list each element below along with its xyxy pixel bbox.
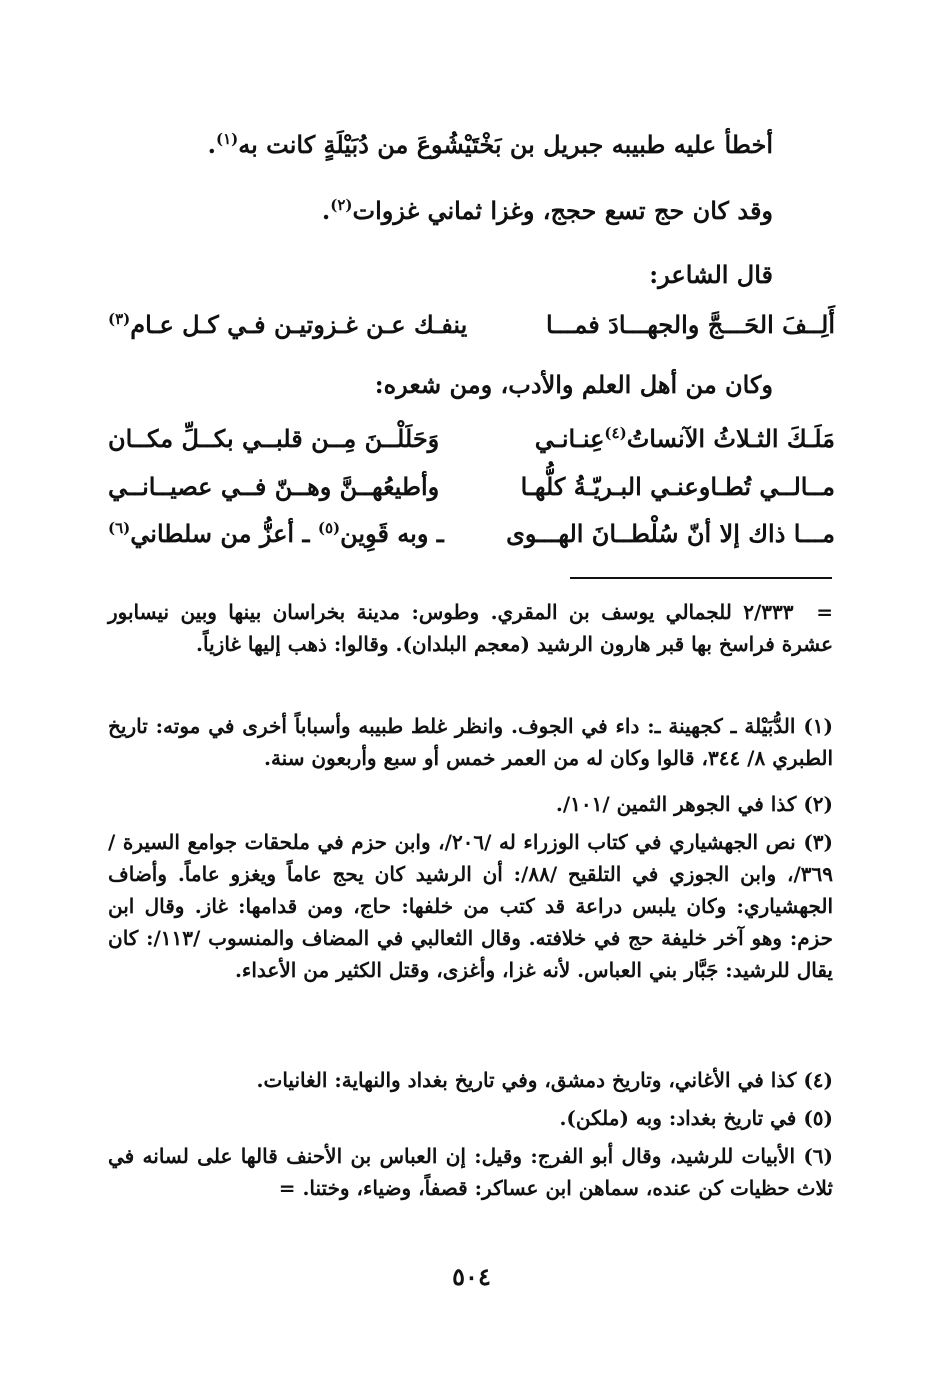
body-line-2	[322, 196, 773, 225]
body-line-2-end: .	[321, 196, 331, 225]
verse-2-left-hemistich: وَحَلَلْــنَ مِــن قلبــي بكــلِّ مكــان	[108, 424, 440, 453]
footnote-number: (٦)	[803, 1144, 833, 1168]
footnote-1	[108, 710, 833, 774]
verse-4-left-text-b: ـ أعزُّ من سلطاني	[130, 519, 310, 548]
verse-4-left-hemistich	[108, 519, 444, 548]
footnote-number: (٥)	[803, 1106, 833, 1130]
footnote-separator	[570, 577, 832, 579]
footnote-ref-6: (٦)	[108, 519, 131, 537]
footnote-text: كذا في الجوهر الثمين /١٠١/.	[555, 792, 797, 816]
body-line-1-text: أخطأ عليه طبيبه جبريل بن بَخْتَيْشُوعَ من دُبَيْلَةٍ كانت به	[238, 130, 773, 159]
footnote-ref-5: (٥)	[317, 519, 341, 537]
footnote-number: (٣)	[803, 830, 833, 854]
verse-3-left-hemistich: وأطيعُهــنَّ وهــنّ فــي عصيــانــي	[108, 472, 440, 501]
footnote-continued	[108, 596, 833, 660]
footnote-text: ٢/٣٣٣ للجمالي يوسف بن المقري. وطوس: مدينة بخراسان بينها وبين نيسابور عشرة فراسخ بها قبر هارون الرشيد (معجم البلدان). وقالوا: ذهب إليها غازياً.	[108, 600, 833, 656]
footnote-2	[108, 788, 833, 820]
verse-2-right-text: مَلَـكَ الثـلاثُ الآنساتُ	[626, 424, 835, 453]
footnote-ref-1: (١)	[215, 130, 239, 148]
footnote-text: الدُّبَيْلة ـ كجهينة ـ: داء في الجوف. وانظر غلط طبيبه وأسباباً أخرى في موته: تاريخ الطبري ٨/ ٣٤٤، قالوا وكان له من العمر خمس أو سبع وأربعون سنة.	[108, 714, 833, 770]
body-line-1	[208, 130, 773, 159]
footnote-6	[108, 1140, 833, 1204]
footnote-ref-2: (٢)	[330, 196, 353, 214]
body-line-3: قال الشاعر:	[649, 260, 773, 289]
footnote-marker: =	[816, 600, 833, 624]
footnote-4	[108, 1064, 833, 1096]
footnote-text: كذا في الأغاني، وتاريخ دمشق، وفي تاريخ بغداد والنهاية: الغانيات.	[256, 1068, 797, 1092]
body-line-2-text: وقد كان حج تسع حجج، وغزا ثماني غزوات	[352, 196, 773, 225]
verse-2-right-end: عِنـانـي	[534, 424, 605, 453]
page-number: ٥٠٤	[452, 1262, 491, 1291]
footnote-text: الأبيات للرشيد، وقال أبو الفرج: وقيل: إن العباس بن الأحنف قالها على لسانه في ثلاث حظيات كن عنده، سماهن ابن عساكر: قصفاً، وضياء، وختنا. =	[108, 1144, 833, 1200]
verse-1-left-text: ينفـك عـن غـزوتيـن فـي كـل عـام	[130, 310, 468, 339]
footnote-ref-3: (٣)	[108, 310, 131, 328]
body-line-4: وكان من أهل العلم والأدب، ومن شعره:	[374, 370, 773, 399]
footnote-text: نص الجهشياري في كتاب الوزراء له /٢٠٦/، وابن حزم في ملحقات جوامع السيرة /٣٦٩/، وابن الجوزي في التلقيح /٨٨/: أن الرشيد كان يحج عاماً ويغزو عاماً. وأضاف الجهشياري: وكان يلبس دراعة قد كتب من خلفها: حاج، ومن قدامها: غاز. وقال ابن حزم: وهو آخر خليفة حج في خلافته. وقال الثعالبي في المضاف والمنسوب /١١٣/: كان يقال للرشيد: جَبَّار بني العباس. لأنه غزا، وأغزى، وقتل الكثير من الأعداء.	[108, 830, 833, 982]
footnote-number: (٢)	[803, 792, 833, 816]
verse-3-right-hemistich: مــالــي تُطـاوعنـي البـريّـةُ كلُّهـا	[520, 472, 835, 501]
footnote-number: (٤)	[803, 1068, 833, 1092]
footnote-5	[108, 1102, 833, 1134]
verse-4-right-hemistich: مـــا ذاك إلا أنّ سُلْطــانَ الهـــوى	[506, 519, 835, 548]
footnote-text: في تاريخ بغداد: وبه (ملكن).	[559, 1106, 797, 1130]
footnote-number: (١)	[803, 714, 833, 738]
footnote-3	[108, 826, 833, 986]
verse-4-left-text-a: ـ وبه قَوِين	[340, 519, 444, 548]
verse-1-left-hemistich	[108, 310, 467, 339]
footnote-ref-4: (٤)	[604, 424, 627, 442]
verse-2-right-hemistich	[535, 424, 835, 453]
body-line-1-end: .	[207, 130, 216, 159]
verse-1-right-hemistich: أَلِــفَ الحَـــجَّ والجهـــادَ فمـــا	[546, 310, 835, 339]
